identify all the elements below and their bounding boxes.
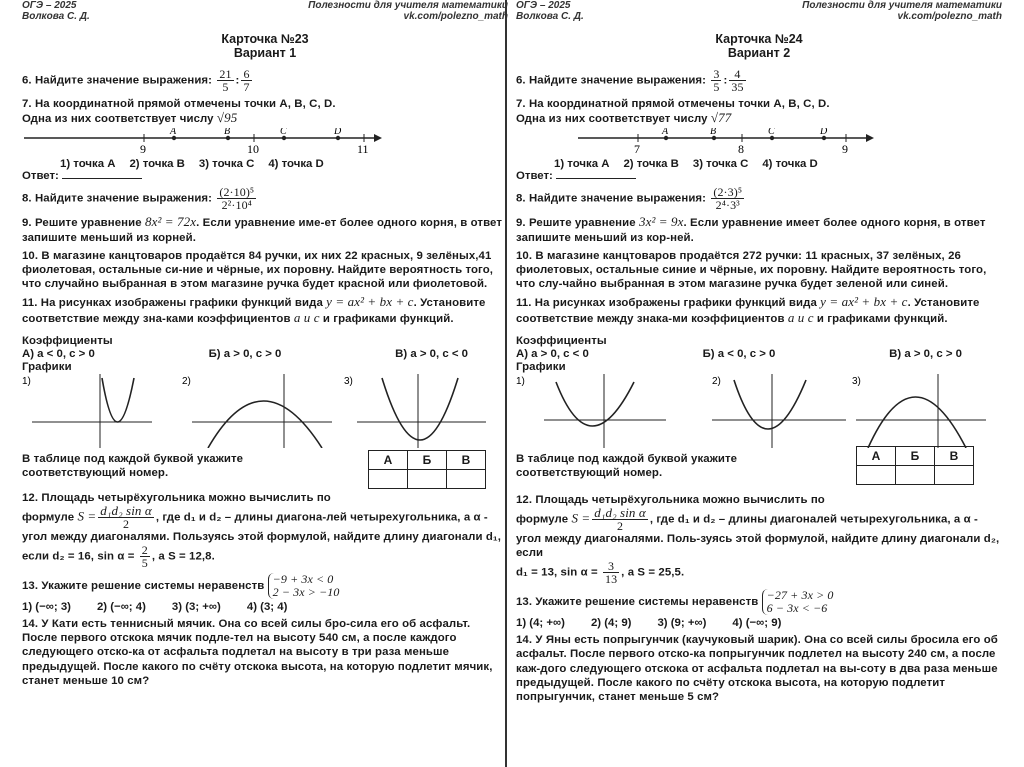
graph-label: 2) bbox=[712, 376, 721, 388]
question-9: 9. Решите уравнение 3x² = 9x. Если уравнение имеет более одного корня, в ответ запишите меньший из кор-ней. bbox=[516, 214, 986, 244]
header-tagline: Полезности для учителя математики bbox=[802, 0, 1002, 11]
tick-label: 9 bbox=[140, 142, 146, 157]
number-line bbox=[516, 128, 1002, 156]
question-12: 12. Площадь четырёхугольника можно вычислить по формуле S = $\frac{\text{d₁d₂ sin α}}{2}$ , где d₁ и d₂ – длины диагона-лей четырехугольника, а α - угол между диагоналями. Пользуясь этой формулой, найдите длину диагонали d₁, если d₂ = 16, sin α = $\frac{2}{5}$ , а S = 12,8. bbox=[22, 491, 502, 571]
card-title: Карточка №24 Вариант 2 bbox=[516, 32, 1002, 60]
question-13: 13. Укажите решение системы неравенств −27 + 3x > 0 6 − 3x < −6 bbox=[516, 588, 834, 616]
header-tagline: Полезности для учителя математики bbox=[308, 0, 508, 11]
point-label: D bbox=[820, 128, 828, 138]
question-7: 7. На координатной прямой отмечены точки A, B, C, D. Одна из них соответствует числу √77 bbox=[516, 98, 830, 126]
point-label: C bbox=[280, 128, 287, 138]
tick-label: 8 bbox=[738, 142, 744, 157]
graphs-title: Графики bbox=[22, 361, 72, 374]
graphs bbox=[516, 374, 1002, 448]
table-instructions: В таблице под каждой буквой укажите соответствующий номер. А Б В bbox=[516, 452, 1002, 480]
question-12: 12. Площадь четырёхугольника можно вычислить по формуле S = $\frac{\text{d₁d₂ sin α}}{2}$ , где d₁ и d₂ – длины диагоналей четырехугольника, а α - угол между диагоналями. Поль-зуясь этой формулой, найдите длину диагонали d₂, если d₁ = 13, sin α = $\frac{3}{13}$ , а S = 25,5. bbox=[516, 493, 1000, 587]
question-6: 6. Найдите значение выражения: $\frac{21}{5}$ : $\frac{6}{7}$ bbox=[22, 67, 250, 94]
author: Волкова С. Д. bbox=[516, 11, 584, 22]
answer-table: А Б В bbox=[856, 446, 974, 485]
question-8: 8. Найдите значение выражения: $\frac{\text{(2·3)⁵}}{\text{2⁴·3³}}$ bbox=[516, 185, 743, 213]
graph-label: 3) bbox=[344, 376, 353, 388]
answer-line: Ответ: bbox=[516, 170, 1002, 182]
point-label: C bbox=[768, 128, 775, 138]
answer-table: А Б В bbox=[368, 450, 486, 489]
variant-title: Вариант 2 bbox=[727, 46, 791, 60]
question-11: 11. На рисунках изображены графики функций вида y = ax² + bx + c. Установите соответствие между знака-ми коэффициентов a и c и графиками функций. bbox=[516, 294, 980, 325]
tick-label: 9 bbox=[842, 142, 848, 157]
tick-label: 11 bbox=[357, 142, 369, 157]
table-instructions: В таблице под каждой буквой укажите соответствующий номер. А Б В bbox=[22, 452, 508, 480]
graph-label: 1) bbox=[516, 376, 525, 388]
q7-options: 1) точка A 2) точка B 3) точка C 4) точка D bbox=[554, 158, 818, 171]
point-label: B bbox=[710, 128, 717, 138]
question-13: 13. Укажите решение системы неравенств −9 + 3x < 0 2 − 3x > −10 bbox=[22, 572, 340, 600]
point-label: D bbox=[334, 128, 342, 138]
point-label: B bbox=[224, 128, 231, 138]
header bbox=[22, 0, 508, 22]
question-10: 10. В магазине канцтоваров продаётся 84 ручки, их них 22 красных, 9 зелёных,41 фиолетовая, остальные си-ние и чёрные, их поровну. Найдите вероятность того, что случайно выбранная в этом магазине ручка будет красной или фиолетовой. bbox=[22, 249, 494, 291]
card-23 bbox=[22, 0, 508, 767]
point-label: A bbox=[170, 128, 177, 138]
q7-options: 1) точка A 2) точка B 3) точка C 4) точка D bbox=[60, 158, 324, 171]
card-24 bbox=[516, 0, 1002, 767]
graphs bbox=[22, 374, 508, 448]
exam-label: ОГЭ – 2025 bbox=[516, 0, 571, 11]
author: Волкова С. Д. bbox=[22, 11, 90, 22]
question-11: 11. На рисунках изображены графики функций вида y = ax² + bx + c. Установите соответствие между зна-ками коэффициентов a и c и графиками функций. bbox=[22, 294, 486, 325]
header-url: vk.com/polezno_math bbox=[897, 11, 1002, 22]
graph-label: 3) bbox=[852, 376, 861, 388]
q13-options: 1) (4; +∞) 2) (4; 9) 3) (9; +∞) 4) (−∞; 9) bbox=[516, 617, 782, 630]
tick-label: 10 bbox=[247, 142, 259, 157]
card-title: Карточка №23 Вариант 1 bbox=[22, 32, 508, 60]
number-line bbox=[22, 128, 508, 156]
header bbox=[516, 0, 1002, 22]
question-14: 14. У Яны есть попрыгунчик (каучуковый шарик). Она со всей силы бросила его об асфальт. После первого отско-ка попрыгунчик подлетел на высоту 240 см, а после каж-дого следующего отскока от асфальта подлетал на вы-соту в два раза меньше предыдущей. После какого по счёту отскока высота, на которую подлетит попрыгунчик, станет меньше 5 см? bbox=[516, 634, 998, 704]
question-14: 14. У Кати есть теннисный мячик. Она со всей силы бро-сила его об асфальт. После первого отскока мячик подле-тел на высоту 540 см, а после каждого следующего отско-ка от асфальта подлетал на высоту в три раза меньше предыдущей. После какого по счёту отскока высота, на которую подлетит мячик, станет меньше 10 см? bbox=[22, 618, 493, 687]
graph-label: 1) bbox=[22, 376, 31, 388]
header-url: vk.com/polezno_math bbox=[403, 11, 508, 22]
fraction-a: $\frac{21}{5}$ bbox=[219, 67, 232, 94]
question-8: 8. Найдите значение выражения: $\frac{\text{(2·10)⁵}}{\text{2²·10⁴}}$ bbox=[22, 185, 255, 213]
q13-options: 1) (−∞; 3) 2) (−∞; 4) 3) (3; +∞) 4) (3; 4) bbox=[22, 601, 288, 614]
answer-line: Ответ: bbox=[22, 170, 508, 182]
point-label: A bbox=[662, 128, 669, 138]
exam-label: ОГЭ – 2025 bbox=[22, 0, 77, 11]
coef-list: А) a > 0, c < 0 Б) a < 0, c > 0 В) a > 0, c > 0 bbox=[516, 348, 962, 361]
coef-list: А) a < 0, c > 0 Б) a > 0, c > 0 В) a > 0, c < 0 bbox=[22, 348, 468, 361]
question-9: 9. Решите уравнение 8x² = 72x. Если уравнение име-ет более одного корня, в ответ запишите меньший из корней. bbox=[22, 214, 502, 244]
tick-label: 7 bbox=[634, 142, 640, 157]
question-6: 6. Найдите значение выражения: $\frac{3}{5}$ : $\frac{4}{35}$ bbox=[516, 67, 744, 94]
coef-title: Коэффициенты bbox=[516, 334, 607, 347]
question-7: 7. На координатной прямой отмечены точки A, B, C, D. Одна из них соответствует числу √95 bbox=[22, 98, 336, 126]
question-10: 10. В магазине канцтоваров продаётся 272 ручки: 11 красных, 37 зелёных, 26 фиолетовых, остальные синие и чёрные, их поровну. Найдите вероятность того, что слу-чайно выбранная в этом магазине ручка будет зеленой или синей. bbox=[516, 249, 987, 291]
fraction-b: $\frac{6}{7}$ bbox=[243, 67, 250, 94]
variant-title: Вариант 1 bbox=[233, 46, 297, 60]
coef-title: Коэффициенты bbox=[22, 334, 113, 347]
graphs-title: Графики bbox=[516, 361, 566, 374]
graph-label: 2) bbox=[182, 376, 191, 388]
